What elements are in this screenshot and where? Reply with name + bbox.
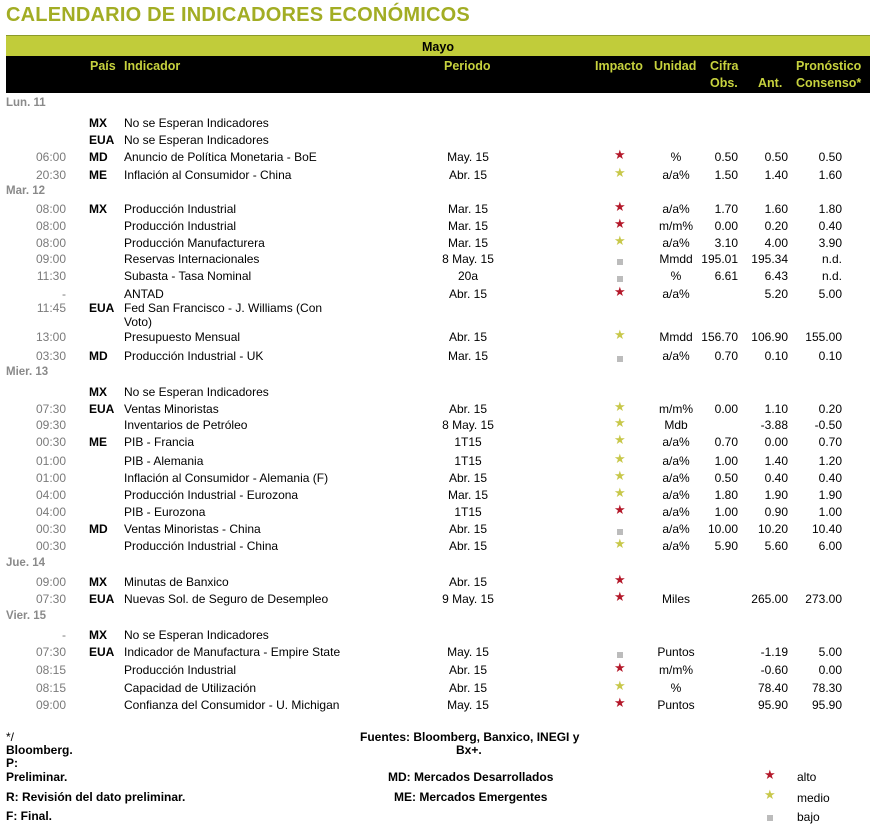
row-consenso: 0.40	[818, 471, 842, 485]
row-country: MX	[89, 202, 107, 216]
row-indicator: PIB - Francia	[124, 435, 195, 449]
row-country: EUA	[89, 133, 115, 147]
row-ant: 4.00	[764, 236, 788, 250]
row-ant: 106.90	[751, 330, 788, 344]
row-obs: 1.00	[714, 505, 738, 519]
impact-medium-star-icon: ★	[614, 399, 626, 414]
row-unit: Miles	[661, 592, 690, 606]
impact-high-star-icon: ★	[614, 199, 626, 214]
row-ant: 1.40	[764, 168, 788, 182]
row-time: 20:30	[35, 168, 66, 182]
note-star: */	[6, 730, 15, 744]
row-country: EUA	[89, 592, 115, 606]
row-ant: 10.20	[757, 522, 788, 536]
note-revision: R: Revisión del dato preliminar.	[6, 790, 186, 804]
impact-medium-star-icon: ★	[614, 536, 626, 551]
row-time: 08:00	[35, 236, 66, 250]
row-period: Mar. 15	[447, 349, 489, 363]
col-ant: Ant.	[758, 76, 783, 90]
row-unit: a/a%	[662, 435, 690, 449]
row-unit: m/m%	[659, 219, 693, 233]
row-period: Mar. 15	[447, 202, 489, 216]
row-indicator: Producción Manufacturera	[124, 236, 265, 250]
impact-low-square-icon	[617, 351, 623, 365]
row-consenso: 0.70	[818, 435, 842, 449]
row-indicator: Producción Industrial	[124, 219, 237, 233]
impact-high-star-icon: ★	[614, 572, 626, 587]
legend-medio-star-icon: ★	[764, 787, 776, 802]
row-period: Abr. 15	[448, 168, 488, 182]
row-period: Abr. 15	[448, 539, 488, 553]
row-time: 00:30	[35, 435, 66, 449]
row-unit: %	[670, 681, 682, 695]
note-final: F: Final.	[6, 809, 52, 823]
me-note: ME: Mercados Emergentes	[394, 790, 548, 804]
row-time: -	[62, 628, 66, 642]
row-period: May. 15	[447, 698, 489, 712]
fuentes-line1: Fuentes: Bloomberg, Banxico, INEGI y	[360, 730, 580, 744]
row-consenso: 0.00	[818, 663, 842, 677]
row-period: 8 May. 15	[442, 252, 494, 266]
row-indicator: Indicador de Manufactura - Empire State	[124, 645, 341, 659]
note-bloomberg: Bloomberg.	[6, 743, 73, 757]
row-consenso: 273.00	[805, 592, 842, 606]
row-time: 11:45	[36, 301, 66, 315]
row-ant: 6.43	[764, 269, 788, 283]
row-indicator: Ventas Minoristas	[124, 402, 219, 416]
row-indicator: Inflación al Consumidor - Alemania (F)	[124, 471, 329, 485]
row-indicator: Producción Industrial - China	[124, 539, 279, 553]
legend-bajo-label: bajo	[797, 810, 820, 824]
impact-medium-star-icon: ★	[614, 327, 626, 342]
legend-bajo-square-icon	[767, 810, 773, 824]
impact-high-star-icon: ★	[614, 502, 626, 517]
row-period: Abr. 15	[448, 287, 488, 301]
row-time: 08:00	[35, 219, 66, 233]
row-period: May. 15	[447, 645, 489, 659]
row-unit: Puntos	[657, 645, 695, 659]
row-time: 03:30	[35, 349, 66, 363]
day-label: Mar. 12	[6, 185, 45, 197]
row-unit: a/a%	[662, 488, 690, 502]
row-obs: 5.90	[714, 539, 738, 553]
row-ant: 95.90	[757, 698, 788, 712]
row-time: 08:00	[35, 202, 66, 216]
row-indicator: PIB - Eurozona	[124, 505, 206, 519]
row-country: EUA	[89, 301, 115, 315]
row-unit: Mmdd	[659, 252, 693, 266]
impact-high-star-icon: ★	[614, 660, 626, 675]
row-obs: 195.01	[701, 252, 738, 266]
row-country: MX	[89, 385, 107, 399]
row-obs: 0.00	[714, 402, 738, 416]
row-consenso: 10.40	[811, 522, 842, 536]
row-period: Mar. 15	[447, 488, 489, 502]
note-p: P:	[6, 756, 18, 770]
row-ant: 0.00	[764, 435, 788, 449]
row-time: 00:30	[35, 522, 66, 536]
impact-medium-star-icon: ★	[614, 415, 626, 430]
row-indicator: Nuevas Sol. de Seguro de Desempleo	[124, 592, 329, 606]
row-consenso: 1.60	[818, 168, 842, 182]
col-indicador: Indicador	[124, 59, 181, 73]
row-period: 9 May. 15	[442, 592, 494, 606]
row-period: May. 15	[447, 150, 489, 164]
row-ant: 0.50	[764, 150, 788, 164]
row-country: MD	[89, 150, 108, 164]
row-time: 08:15	[35, 681, 66, 695]
square-icon	[617, 276, 623, 282]
row-country: MD	[89, 522, 108, 536]
row-indicator: Ventas Minoristas - China	[124, 522, 261, 536]
row-period: 20a	[457, 269, 479, 283]
row-period: Abr. 15	[448, 575, 488, 589]
row-ant: 5.60	[764, 539, 788, 553]
row-time: 00:30	[35, 539, 66, 553]
row-unit: a/a%	[662, 505, 690, 519]
legend-alto-label: alto	[797, 770, 817, 784]
row-obs: 3.10	[714, 236, 738, 250]
row-obs: 1.50	[714, 168, 738, 182]
row-consenso: 155.00	[805, 330, 842, 344]
row-time: 07:30	[35, 402, 66, 416]
row-country: EUA	[89, 402, 115, 416]
row-ant: 265.00	[751, 592, 788, 606]
month-header: Mayo	[6, 35, 870, 57]
legend-alto-star-icon: ★	[764, 767, 776, 782]
row-period: 8 May. 15	[442, 418, 494, 432]
row-period: Mar. 15	[447, 219, 489, 233]
row-time: 09:00	[35, 252, 66, 266]
col-pais: País	[90, 59, 116, 73]
row-indicator: Producción Industrial	[124, 202, 237, 216]
row-unit: a/a%	[662, 349, 690, 363]
row-consenso: n.d.	[821, 269, 842, 283]
row-indicator: No se Esperan Indicadores	[124, 385, 269, 399]
impact-medium-star-icon: ★	[614, 451, 626, 466]
row-indicator: Presupuesto Mensual	[124, 330, 241, 344]
row-obs: 0.50	[714, 150, 738, 164]
col-unidad: Unidad	[654, 59, 697, 73]
row-unit: a/a%	[662, 471, 690, 485]
row-indicator: Inflación al Consumidor - China	[124, 168, 292, 182]
row-unit: m/m%	[659, 402, 693, 416]
row-obs: 10.00	[707, 522, 738, 536]
row-unit: a/a%	[662, 522, 690, 536]
row-indicator: Reservas Internacionales	[124, 252, 260, 266]
row-consenso: 0.50	[818, 150, 842, 164]
md-note: MD: Mercados Desarrollados	[388, 770, 554, 784]
row-period: Abr. 15	[448, 330, 488, 344]
row-consenso: 1.00	[818, 505, 842, 519]
row-country: ME	[89, 435, 107, 449]
row-period: 1T15	[454, 454, 482, 468]
row-unit: a/a%	[662, 539, 690, 553]
row-ant: 78.40	[757, 681, 788, 695]
row-country: MX	[89, 575, 107, 589]
row-period: 1T15	[454, 505, 482, 519]
row-obs: 1.00	[714, 454, 738, 468]
row-unit: %	[670, 150, 682, 164]
row-period: Abr. 15	[448, 681, 488, 695]
row-indicator: Confianza del Consumidor - U. Michigan	[124, 698, 340, 712]
row-country: EUA	[89, 645, 115, 659]
day-label: Lun. 11	[6, 97, 46, 109]
impact-medium-star-icon: ★	[614, 468, 626, 483]
row-period: Abr. 15	[448, 402, 488, 416]
row-ant: -0.60	[760, 663, 788, 677]
impact-high-star-icon: ★	[614, 589, 626, 604]
row-time: 08:15	[35, 663, 66, 677]
row-period: 1T15	[454, 435, 482, 449]
row-ant: 1.40	[764, 454, 788, 468]
row-indicator: Anuncio de Política Monetaria - BoE	[124, 150, 317, 164]
row-consenso: 95.90	[811, 698, 842, 712]
fuentes-line2: Bx+.	[456, 743, 482, 757]
row-unit: Mdb	[664, 418, 688, 432]
row-period: Abr. 15	[448, 663, 488, 677]
col-pronostico: Pronóstico	[796, 59, 862, 73]
row-time: 11:30	[36, 269, 66, 283]
row-consenso: 6.00	[818, 539, 842, 553]
row-time: 09:00	[35, 575, 66, 589]
row-indicator: No se Esperan Indicadores	[124, 133, 269, 147]
row-consenso: 1.90	[818, 488, 842, 502]
row-consenso: 1.20	[818, 454, 842, 468]
page-title: CALENDARIO DE INDICADORES ECONÓMICOS	[6, 4, 470, 26]
row-ant: 1.90	[764, 488, 788, 502]
row-unit: Mmdd	[659, 330, 693, 344]
row-ant: 5.20	[764, 287, 788, 301]
row-unit: a/a%	[662, 202, 690, 216]
col-cifra: Cifra	[710, 59, 739, 73]
row-indicator: Producción Industrial - Eurozona	[124, 488, 299, 502]
row-indicator-cont: Voto)	[124, 315, 153, 329]
row-ant: 195.34	[751, 252, 788, 266]
row-obs: 0.00	[714, 219, 738, 233]
row-indicator: Capacidad de Utilización	[124, 681, 257, 695]
row-unit: %	[670, 269, 682, 283]
row-unit: a/a%	[662, 454, 690, 468]
row-period: Mar. 15	[447, 236, 489, 250]
row-unit: Puntos	[657, 698, 695, 712]
row-time: 09:00	[35, 698, 66, 712]
row-country: MX	[89, 116, 107, 130]
impact-medium-star-icon: ★	[614, 165, 626, 180]
row-consenso: 1.80	[818, 202, 842, 216]
row-obs: 0.50	[714, 471, 738, 485]
impact-medium-star-icon: ★	[614, 485, 626, 500]
row-unit: a/a%	[662, 287, 690, 301]
row-ant: 1.60	[764, 202, 788, 216]
row-unit: a/a%	[662, 236, 690, 250]
row-obs: 6.61	[714, 269, 738, 283]
row-consenso: 78.30	[811, 681, 842, 695]
row-indicator: Subasta - Tasa Nominal	[124, 269, 252, 283]
row-country: ME	[89, 168, 107, 182]
col-periodo: Periodo	[444, 59, 491, 73]
row-consenso: n.d.	[821, 252, 842, 266]
row-indicator: No se Esperan Indicadores	[124, 116, 269, 130]
row-consenso: 3.90	[818, 236, 842, 250]
row-obs: 156.70	[701, 330, 738, 344]
row-indicator: Producción Industrial - UK	[124, 349, 264, 363]
row-country: MD	[89, 349, 108, 363]
impact-high-star-icon: ★	[614, 695, 626, 710]
row-ant: 1.10	[764, 402, 788, 416]
row-obs: 1.70	[714, 202, 738, 216]
row-obs: 0.70	[714, 349, 738, 363]
row-ant: 0.10	[764, 349, 788, 363]
row-consenso: 5.00	[818, 645, 842, 659]
impact-low-square-icon	[617, 271, 623, 285]
row-ant: 0.40	[764, 471, 788, 485]
impact-low-square-icon	[617, 254, 623, 268]
row-time: 13:00	[35, 330, 66, 344]
legend-medio-label: medio	[797, 791, 830, 805]
row-country: MX	[89, 628, 107, 642]
square-icon	[617, 652, 623, 658]
impact-high-star-icon: ★	[614, 284, 626, 299]
row-indicator: Fed San Francisco - J. Williams (Con	[124, 301, 323, 315]
row-time: 01:00	[35, 471, 66, 485]
row-period: Abr. 15	[448, 522, 488, 536]
note-preliminar: Preliminar.	[6, 770, 68, 784]
row-consenso: 0.10	[818, 349, 842, 363]
row-indicator: No se Esperan Indicadores	[124, 628, 269, 642]
row-unit: a/a%	[662, 168, 690, 182]
table-header	[6, 56, 870, 93]
row-ant: 0.90	[764, 505, 788, 519]
row-time: 06:00	[35, 150, 66, 164]
impact-high-star-icon: ★	[614, 216, 626, 231]
row-time: 07:30	[35, 592, 66, 606]
col-consenso: Consenso*	[796, 76, 862, 90]
day-label: Mier. 13	[6, 366, 49, 378]
row-ant: -1.19	[760, 645, 788, 659]
row-indicator: ANTAD	[124, 287, 164, 301]
square-icon	[617, 356, 623, 362]
row-period: Abr. 15	[448, 471, 488, 485]
impact-medium-star-icon: ★	[614, 678, 626, 693]
row-indicator: Minutas de Banxico	[124, 575, 229, 589]
row-ant: -3.88	[760, 418, 788, 432]
row-indicator: Producción Industrial	[124, 663, 237, 677]
day-label: Vier. 15	[6, 610, 47, 622]
row-indicator: PIB - Alemania	[124, 454, 204, 468]
row-ant: 0.20	[764, 219, 788, 233]
row-time: 09:30	[35, 418, 66, 432]
impact-low-square-icon	[617, 647, 623, 661]
col-cifra-obs: Obs.	[710, 76, 738, 90]
row-time: 04:00	[35, 488, 66, 502]
row-time: 07:30	[35, 645, 66, 659]
row-unit: m/m%	[659, 663, 693, 677]
row-time: -	[62, 287, 66, 301]
impact-high-star-icon: ★	[614, 147, 626, 162]
row-consenso: -0.50	[814, 418, 842, 432]
row-consenso: 0.20	[818, 402, 842, 416]
row-consenso: 0.40	[818, 219, 842, 233]
row-consenso: 5.00	[818, 287, 842, 301]
impact-medium-star-icon: ★	[614, 432, 626, 447]
row-time: 01:00	[35, 454, 66, 468]
square-icon	[617, 259, 623, 265]
row-obs: 1.80	[714, 488, 738, 502]
row-time: 04:00	[35, 505, 66, 519]
col-impacto: Impacto	[595, 59, 643, 73]
impact-medium-star-icon: ★	[614, 233, 626, 248]
row-indicator: Inventarios de Petróleo	[124, 418, 248, 432]
row-obs: 0.70	[714, 435, 738, 449]
square-icon	[617, 529, 623, 535]
day-label: Jue. 14	[6, 557, 45, 569]
